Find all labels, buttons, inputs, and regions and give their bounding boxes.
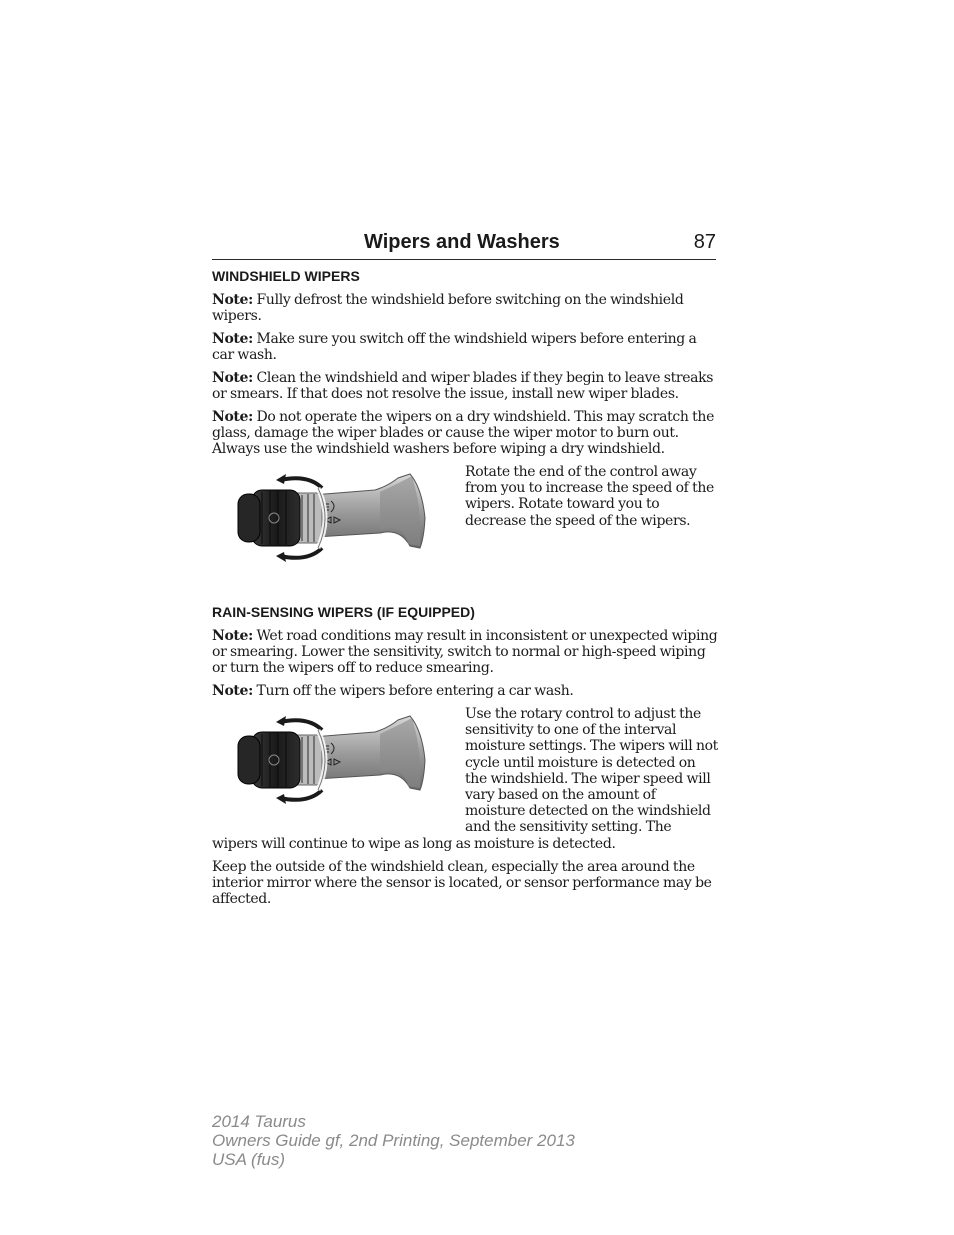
note-paragraph [212,370,718,402]
footer-region [212,1150,575,1169]
note-text: Turn off the wipers before entering a car wash. [252,683,574,699]
note-label: Note: [212,370,253,386]
rotation-arrow-icon [280,478,322,488]
note-paragraph [212,292,718,324]
footer-model: 2014 Taurus [212,1112,306,1131]
footer-region-code: (fus) [246,1150,286,1169]
wiper-stalk-illustration [230,710,430,805]
note-text: Clean the windshield and wiper blades if they begin to leave streaks or smears. If that does not resolve the issue, install new wiper blades. [212,370,714,403]
note-label: Note: [212,628,253,644]
note-label: Note: [212,683,253,699]
page-header [212,228,716,260]
note-label: Note: [212,409,253,425]
figure-description: Use the rotary control to adjust the sensitivity to one of the interval moisture settings. The wipers will not cycle until moisture is detected on the windshield. The wiper speed will vary based on the amount of moisture detected on the windshield and the sensitivity setting. The [465,706,718,836]
sensor-paragraph: Keep the outside of the windshield clean, especially the area around the interior mirror where the sensor is located, or sensor performance may be affected. [212,859,712,908]
note-paragraph [212,628,718,677]
manual-page [212,228,718,908]
figure-description: Rotate the end of the control away from you to increase the speed of the wipers. Rotate toward you to decrease the speed of the wipers. [465,464,714,529]
note-paragraph [212,683,718,699]
rotation-arrow-icon [280,548,322,558]
note-paragraph [212,331,718,363]
continuation-paragraph: wipers will continue to wipe as long as moisture is detected. [212,836,616,852]
page-title: Wipers and Washers [364,231,560,253]
note-label: Note: [212,292,253,308]
note-text: Fully defrost the windshield before switching on the windshield wipers. [212,292,684,325]
rotation-arrow-icon [280,790,322,800]
section-heading-windshield-wipers: WINDSHIELD WIPERS [212,268,360,284]
page-number: 87 [693,231,716,253]
footer-region-country: USA [212,1150,247,1169]
footer-guide-info: Owners Guide gf, 2nd Printing, September 2013 [212,1131,575,1150]
note-label: Note: [212,331,253,347]
note-paragraph [212,409,718,458]
note-text: Make sure you switch off the windshield wipers before entering a car wash. [212,331,697,364]
page-footer [212,1112,575,1169]
section-heading-rain-sensing-wipers: RAIN-SENSING WIPERS (IF EQUIPPED) [212,604,475,620]
rotation-arrow-icon [280,720,322,730]
note-text: Wet road conditions may result in inconsistent or unexpected wiping or smearing. Lower the sensitivity, switch to normal or high-speed wiping or turn the wipers off to reduce smearing. [212,628,718,677]
note-text: Do not operate the wipers on a dry windshield. This may scratch the glass, damage the wiper blades or cause the wiper motor to burn out. Always use the windshield washers before wiping a dry windshield. [212,409,715,458]
wiper-stalk-illustration [230,468,430,563]
